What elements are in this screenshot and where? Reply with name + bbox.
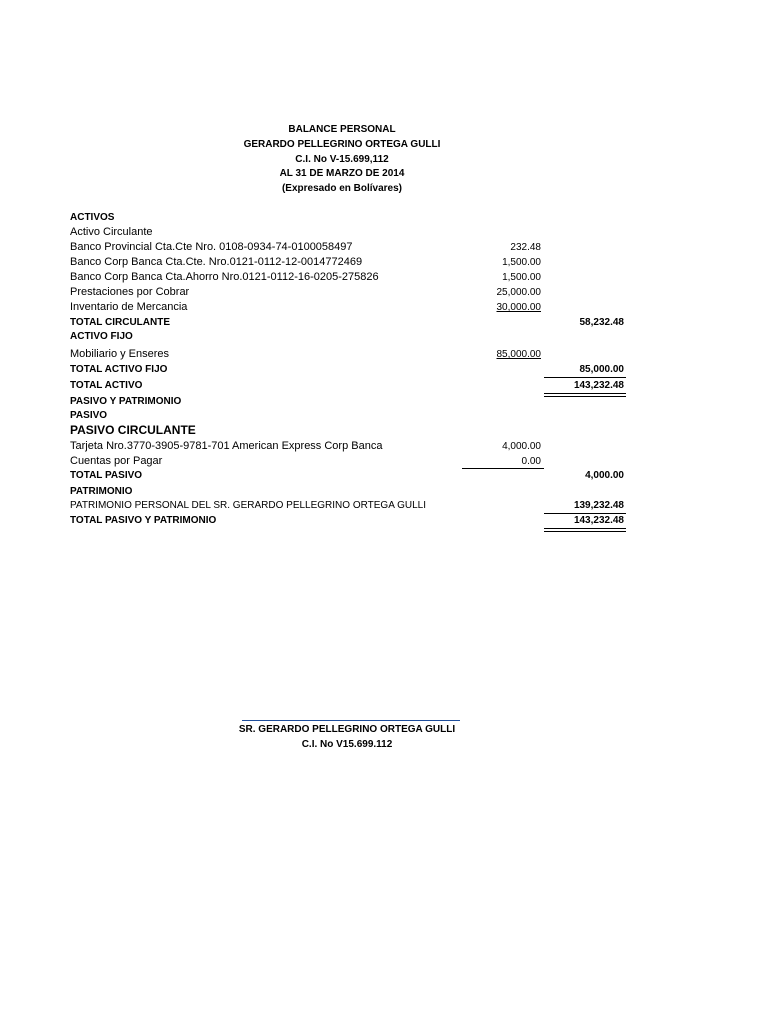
asset-row-label: Mobiliario y Enseres [70, 348, 170, 360]
equity-row-amount: 139,232.48 [573, 500, 624, 511]
doc-ci: C.I. No V-15.699,112 [295, 154, 389, 165]
asset-row-amount: 85,000.00 [496, 349, 541, 360]
equity-row-label: PATRIMONIO PERSONAL DEL SR. GERARDO PELLEGRINO ORTEGA GULLI [70, 500, 427, 511]
total-assets-amount: 143,232.48 [573, 380, 624, 391]
asset-row-label: Banco Corp Banca Cta.Cte. Nro.0121-0112-12-0014772469 [70, 256, 363, 268]
doc-title: BALANCE PERSONAL [288, 124, 396, 135]
doc-currency: (Expresado en Bolívares) [281, 183, 403, 194]
total-fixed-amount: 85,000.00 [579, 364, 624, 375]
assets-heading: ACTIVOS [70, 212, 115, 223]
double-rule-bottom [544, 531, 626, 532]
total-assets-label: TOTAL ACTIVO [70, 380, 143, 391]
signature-name: SR. GERARDO PELLEGRINO ORTEGA GULLI [238, 724, 456, 735]
signature-line [242, 720, 460, 721]
total-current-label: TOTAL CIRCULANTE [70, 317, 170, 328]
asset-row-amount: 25,000.00 [496, 287, 541, 298]
liabilities-heading: PASIVO [70, 410, 108, 421]
current-assets-heading: Activo Circulante [70, 226, 153, 238]
double-rule-top [544, 528, 626, 529]
current-liabilities-heading: PASIVO CIRCULANTE [70, 423, 196, 437]
asset-row-label: Prestaciones por Cobrar [70, 286, 190, 298]
grand-total-label: TOTAL PASIVO Y PATRIMONIO [70, 515, 217, 526]
liability-row-label: Tarjeta Nro.3770-3905-9781-701 American Express Corp Banca [70, 440, 383, 452]
total-fixed-label: TOTAL ACTIVO FIJO [70, 364, 168, 375]
asset-row-amount: 1,500.00 [502, 257, 541, 268]
equity-heading: PATRIMONIO [70, 486, 133, 497]
doc-owner-name: GERARDO PELLEGRINO ORTEGA GULLI [243, 139, 441, 150]
liabilities-equity-heading: PASIVO Y PATRIMONIO [70, 396, 182, 407]
total-liabilities-label: TOTAL PASIVO [70, 470, 143, 481]
signature-ci: C.I. No V15.699.112 [301, 739, 393, 750]
doc-date: AL 31 DE MARZO DE 2014 [279, 168, 405, 179]
total-liabilities-amount: 4,000.00 [585, 470, 624, 481]
fixed-assets-heading: ACTIVO FIJO [70, 331, 133, 342]
asset-row-amount: 232.48 [510, 242, 541, 253]
subtotal-rule [462, 468, 544, 469]
asset-row-label: Inventario de Mercancia [70, 301, 188, 313]
double-rule-top [544, 393, 626, 394]
liability-row-amount: 0.00 [521, 456, 541, 467]
total-current-amount: 58,232.48 [579, 317, 624, 328]
liability-row-amount: 4,000.00 [502, 441, 541, 452]
grand-total-amount: 143,232.48 [573, 515, 624, 526]
total-rule [544, 513, 626, 514]
asset-row-label: Banco Provincial Cta.Cte Nro. 0108-0934-74-0100058497 [70, 241, 353, 253]
liability-row-label: Cuentas por Pagar [70, 455, 163, 467]
asset-row-amount: 1,500.00 [502, 272, 541, 283]
asset-row-label: Banco Corp Banca Cta.Ahorro Nro.0121-0112-16-0205-275826 [70, 271, 379, 283]
double-rule-bottom [544, 396, 626, 397]
total-rule [544, 377, 626, 378]
asset-row-amount: 30,000.00 [496, 302, 541, 313]
